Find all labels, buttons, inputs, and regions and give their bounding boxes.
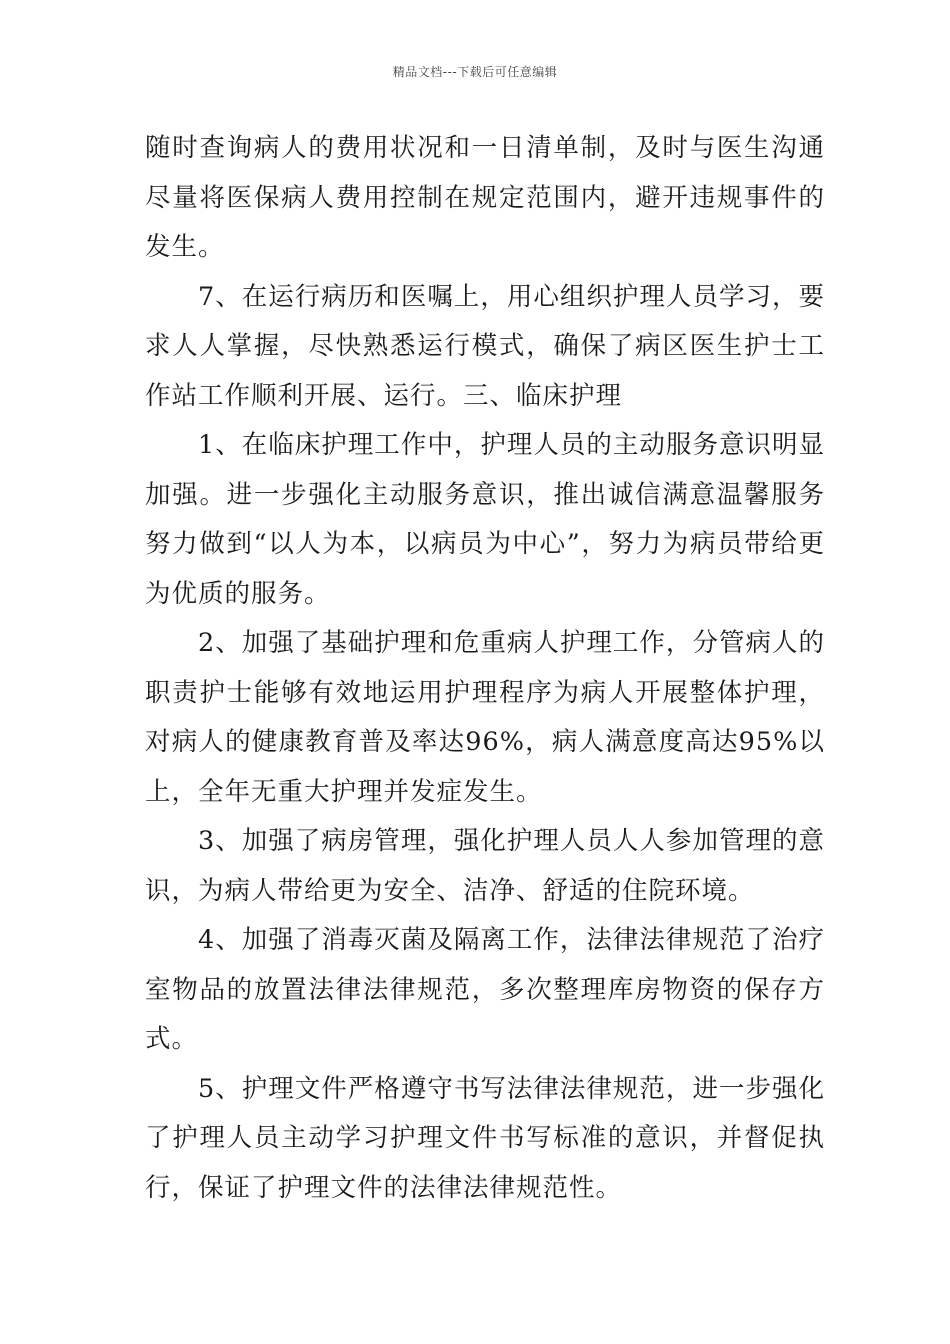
paragraph-item-5: 5、护理文件严格遵守书写法律法律规范，进一步强化了护理人员主动学习护理文件书写标准的意识，并督促执行，保证了护理文件的法律法律规范性。 [145,1073,825,1203]
paragraph-item-7: 7、在运行病历和医嘱上，用心组织护理人员学习，要求人人掌握，尽快熟悉运行模式，确保了病区医生护士工作站工作顺利开展、运行。三、临床护理 [145,281,825,411]
paragraph-item-3: 3、加强了病房管理，强化护理人员人人参加管理的意识，为病人带给更为安全、洁净、舒适的住院环境。 [145,826,825,906]
page-header: 精品文档---下载后可任意编辑 [392,65,558,79]
document-body [145,124,825,1213]
paragraph-item-2: 2、加强了基础护理和危重病人护理工作，分管病人的职责护士能够有效地运用护理程序为病人开展整体护理，对病人的健康教育普及率达96%，病人满意度高达95%以上，全年无重大护理并发症发生。 [145,628,825,807]
paragraph-item-1: 1、在临床护理工作中，护理人员的主动服务意识明显加强。进一步强化主动服务意识，推出诚信满意温馨服务努力做到“以人为本，以病员为中心”，努力为病员带给更为优质的服务。 [145,430,825,609]
paragraph-continuation: 随时查询病人的费用状况和一日清单制，及时与医生沟通尽量将医保病人费用控制在规定范围内，避开违规事件的发生。 [145,133,825,262]
paragraph-item-4: 4、加强了消毒灭菌及隔离工作，法律法律规范了治疗室物品的放置法律法律规范，多次整理库房物资的保存方式。 [145,925,825,1054]
